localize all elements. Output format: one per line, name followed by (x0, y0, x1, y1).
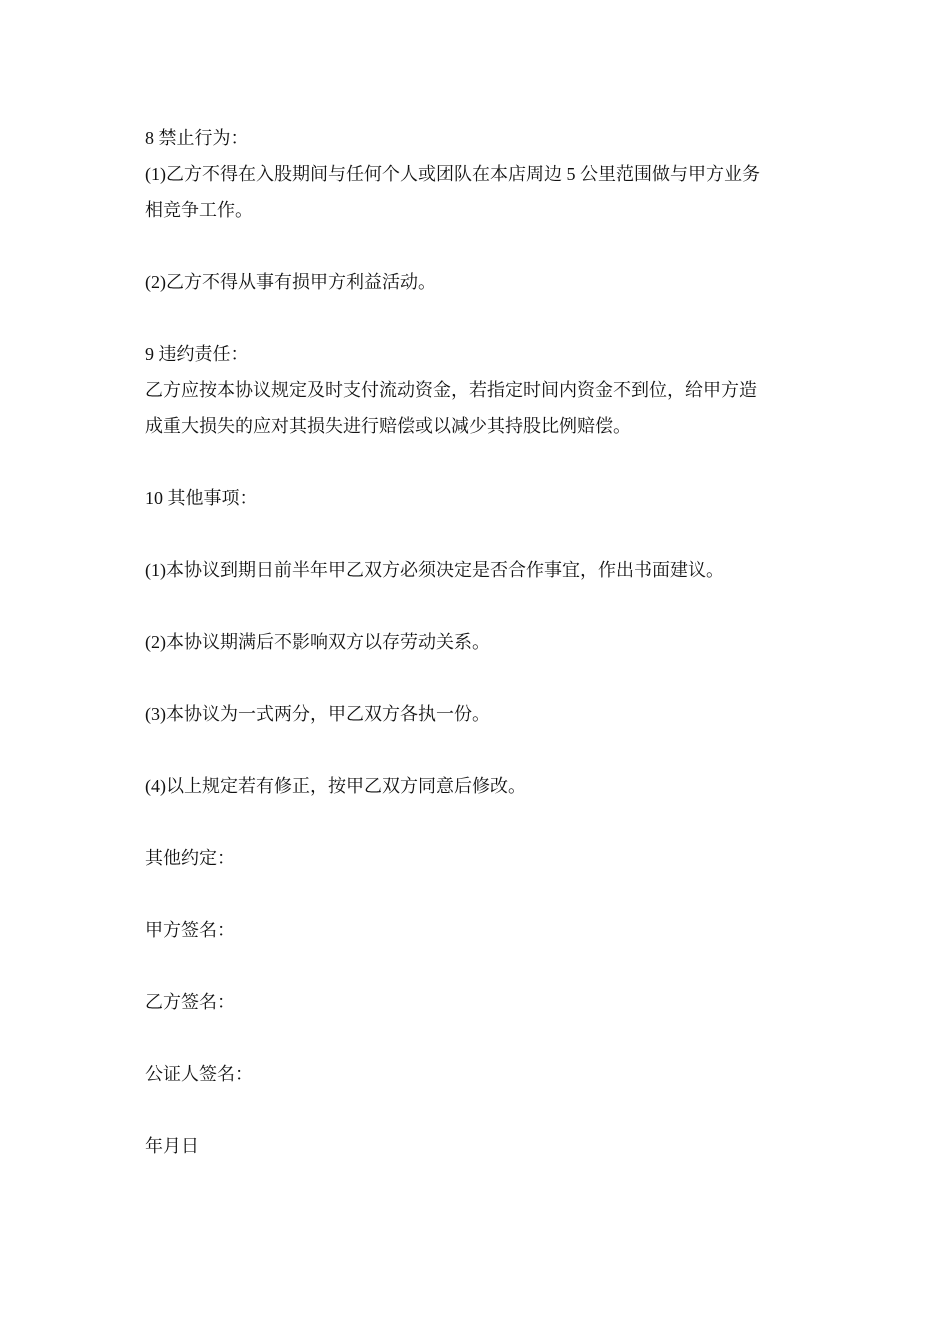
other-agreement-label: 其他约定： (145, 848, 235, 868)
section-9-body-line-1: 乙方应按本协议规定及时支付流动资金，若指定时间内资金不到位，给甲方造 (145, 380, 757, 400)
section-8-heading: 8 禁止行为： (145, 128, 249, 148)
paragraph-spacer (145, 228, 805, 264)
party-b-signature-label: 乙方签名： (145, 992, 235, 1012)
paragraph-spacer (145, 1092, 805, 1128)
party-a-signature-label: 甲方签名： (145, 920, 235, 940)
paragraph-spacer (145, 300, 805, 336)
notary-signature-label: 公证人签名： (145, 1064, 253, 1084)
section-8-item-1-line-2: 相竞争工作。 (145, 200, 253, 220)
paragraph-spacer (145, 660, 805, 696)
section-10-item-4: (4)以上规定若有修正，按甲乙双方同意后修改。 (145, 776, 526, 796)
date-label: 年月日 (145, 1136, 199, 1156)
section-10-item-2: (2)本协议期满后不影响双方以存劳动关系。 (145, 632, 490, 652)
paragraph-spacer (145, 732, 805, 768)
section-10-item-3: (3)本协议为一式两分，甲乙双方各执一份。 (145, 704, 490, 724)
section-10-item-1: (1)本协议到期日前半年甲乙双方必须决定是否合作事宜，作出书面建议。 (145, 560, 724, 580)
paragraph-spacer (145, 876, 805, 912)
paragraph-spacer (145, 444, 805, 480)
paragraph-spacer (145, 804, 805, 840)
section-9-heading: 9 违约责任： (145, 344, 249, 364)
section-9-body-line-2: 成重大损失的应对其损失进行赔偿或以减少其持股比例赔偿。 (145, 416, 631, 436)
document-body (145, 120, 805, 1164)
section-10-heading: 10 其他事项： (145, 488, 258, 508)
paragraph-spacer (145, 948, 805, 984)
section-8-item-2: (2)乙方不得从事有损甲方利益活动。 (145, 272, 436, 292)
paragraph-spacer (145, 1020, 805, 1056)
section-8-item-1-line-1: (1)乙方不得在入股期间与任何个人或团队在本店周边 5 公里范围做与甲方业务 (145, 164, 760, 184)
paragraph-spacer (145, 588, 805, 624)
paragraph-spacer (145, 516, 805, 552)
